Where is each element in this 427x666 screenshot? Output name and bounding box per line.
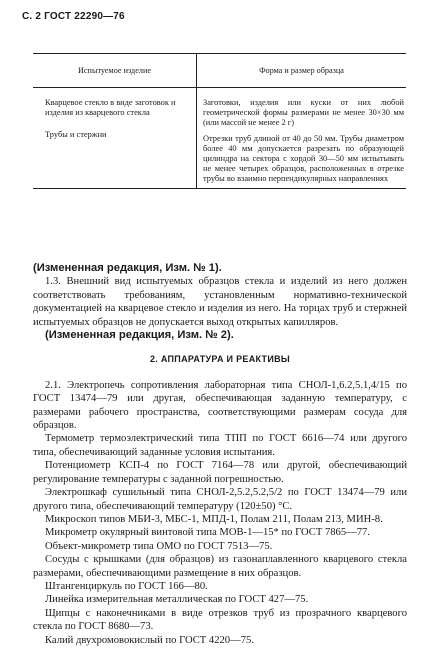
page-header: С. 2 ГОСТ 22290—76 bbox=[22, 11, 125, 22]
table-row bbox=[33, 88, 406, 189]
paragraph-thermometer: Термометр термоэлектрический типа ТПП по ГОСТ 6616—74 или другого типа, обеспечивающий заданные условия испытания. bbox=[33, 433, 407, 458]
paragraph-1-3: 1.3. Внешний вид испытуемых образцов стекла и изделий из него должен соответствовать требованиям, установленным нормативно-технической документацией на кварцевое стекло и изделия из него. На торцах труб и стержней испытуемых образцов не допускается выход открытых капилляров. bbox=[33, 276, 407, 328]
table-cell-sample: Заготовки, изделия или куски от них любой геометрической формы размерами не менее 30×30 мм (или массой не менее 2 г) bbox=[203, 98, 404, 127]
paragraph-tweezers: Щипцы с наконечниками в виде отрезков труб из прозрачного кварцевого стекла по ГОСТ 8680—73. bbox=[33, 607, 407, 633]
paragraph-drying-cabinet: Электрошкаф сушильный типа СНОЛ-2,5.2,5.2,5/2 по ГОСТ 13474—79 или другого типа, обеспечивающий температуру (120±50) °С. bbox=[33, 487, 407, 512]
table-cell-item: Трубы и стержни bbox=[45, 130, 107, 139]
column-header-item: Испытуемое изделие bbox=[33, 54, 197, 88]
paragraph-micrometer: Микрометр окулярный винтовой типа МОВ-1—15* по ГОСТ 7865—77. bbox=[45, 527, 370, 539]
paragraph-microscope: Микроскоп типов МБИ-3, МБС-1, МПД-1, Полам 211, Полам 213, МИН-8. bbox=[45, 513, 383, 525]
paragraph-potassium: Калий двухромовокислый по ГОСТ 4220—75. bbox=[45, 634, 254, 646]
paragraph-2-1: 2.1. Электропечь сопротивления лабораторная типа СНОЛ-1,6.2,5.1,4/15 по ГОСТ 13474—79 или другая, обеспечивающая заданную температуру, с размерами рабочего пространства, соответствующими размерам сосуда для образцов. bbox=[33, 379, 407, 432]
body-text bbox=[33, 262, 407, 647]
table-header-row bbox=[33, 54, 406, 88]
section-title: 2. АППАРАТУРА И РЕАКТИВЫ bbox=[149, 354, 291, 365]
table-cell-item: Кварцевое стекло в виде заготовок и изделия из кварцевого стекла bbox=[45, 98, 176, 117]
column-header-sample: Форма и размер образца bbox=[197, 54, 407, 88]
paragraph-vessels: Сосуды с крышками (для образцов) из газонаплавленного кварцевого стекла размерами, обеспечивающими размещение в них образцов. bbox=[33, 554, 407, 579]
amendment-note: (Измененная редакция, Изм. № 2). bbox=[45, 329, 234, 342]
paragraph-object-micrometer: Объект-микрометр типа ОМО по ГОСТ 7513—75. bbox=[45, 540, 273, 552]
paragraph-potentiometer: Потенциометр КСП-4 по ГОСТ 7164—78 или другой, обеспечивающий регулирование температуры с заданной погрешностью. bbox=[33, 460, 407, 485]
paragraph-caliper: Штангенциркуль по ГОСТ 166—80. bbox=[45, 580, 208, 592]
sample-table bbox=[33, 53, 406, 189]
table-cell-sample: Отрезки труб длиной от 40 до 50 мм. Трубы диаметром более 40 мм допускается разрезать по образующей цилиндра на секторa с хордой 30—50 мм испытывать не менее четырех образцов, расположенных в отрезке трубы во взаимно перпендикулярных направлениях bbox=[203, 134, 404, 183]
paragraph-ruler: Линейка измерительная металлическая по ГОСТ 427—75. bbox=[45, 594, 309, 606]
amendment-note: (Измененная редакция, Изм. № 1). bbox=[33, 262, 222, 274]
